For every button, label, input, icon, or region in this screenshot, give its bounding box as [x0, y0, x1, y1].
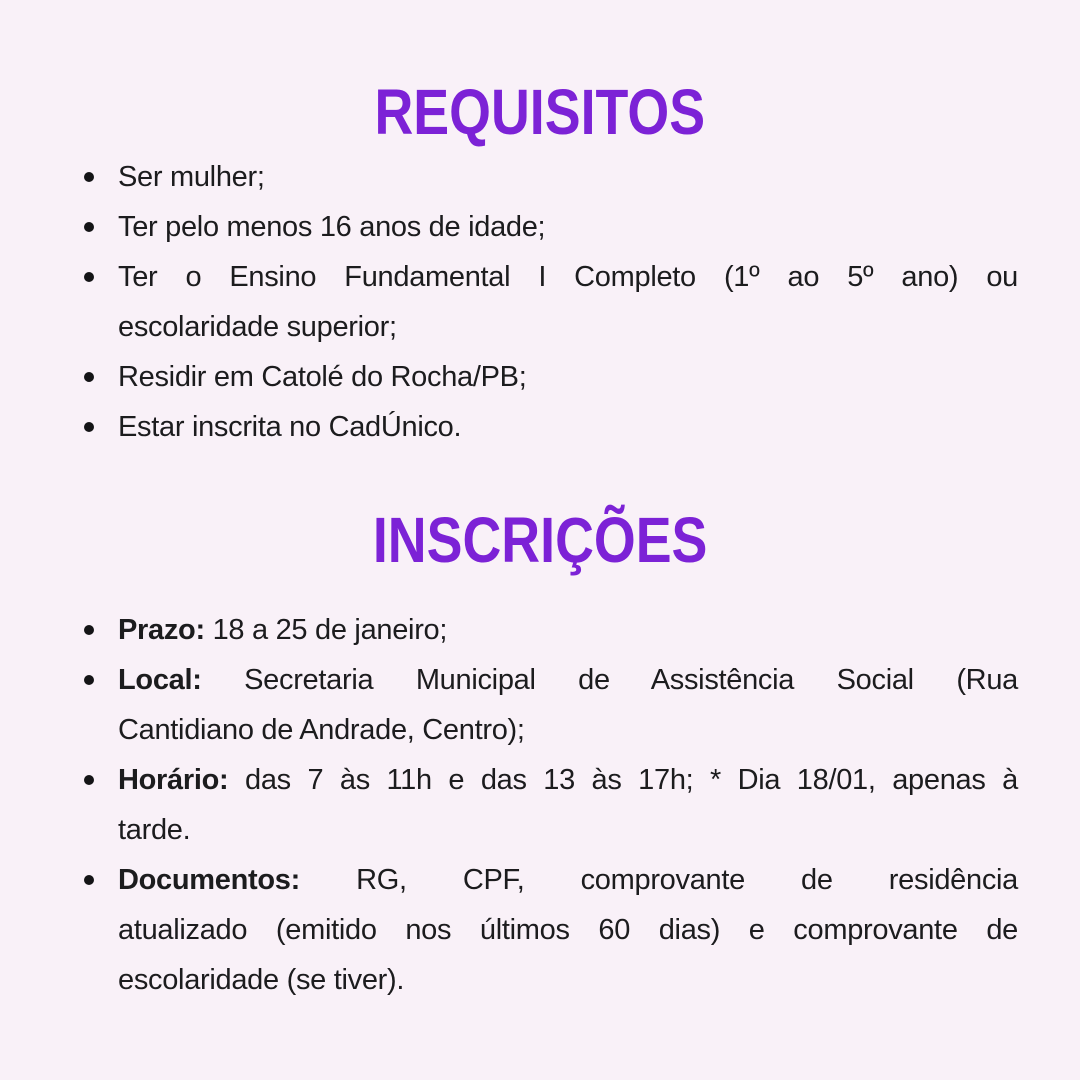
list-item [84, 655, 1018, 755]
item-line: Cantidiano de Andrade, Centro); [118, 714, 525, 746]
list-item [84, 855, 1018, 1005]
item-text [118, 655, 1018, 755]
item-line-text: das 7 às 11h e das 13 às 17h; * Dia 18/01, apenas à [228, 764, 1018, 796]
bullet-icon [84, 625, 94, 635]
bullet-icon [84, 372, 94, 382]
bullet-icon [84, 422, 94, 432]
item-label: Documentos: [118, 864, 300, 896]
item-line-text: Secretaria Municipal de Assistência Social (Rua [201, 664, 1018, 696]
item-line [118, 755, 1018, 805]
bullet-icon [84, 675, 94, 685]
item-line-text: RG, CPF, comprovante de residência [300, 864, 1018, 896]
item-text [118, 202, 1018, 252]
list-item [84, 252, 1018, 352]
item-line: atualizado (emitido nos últimos 60 dias) e comprovante de [118, 914, 1018, 946]
bullet-icon [84, 222, 94, 232]
item-text [118, 152, 1018, 202]
item-line-text: 18 a 25 de janeiro; [204, 614, 448, 646]
bullet-icon [84, 172, 94, 182]
item-label: Prazo: [118, 614, 205, 646]
section-title-inscricoes-text: INSCRIÇÕES [372, 504, 708, 576]
item-line: escolaridade superior; [118, 311, 397, 343]
inscricoes-list [84, 605, 1018, 1005]
item-line: escolaridade (se tiver). [118, 964, 405, 996]
list-item [84, 352, 1018, 402]
item-text [118, 252, 1018, 352]
item-line: Ser mulher; [118, 161, 265, 193]
requisitos-list [84, 152, 1018, 452]
bullet-icon [84, 875, 94, 885]
item-label: Horário: [118, 764, 229, 796]
section-title-requisitos [0, 76, 1080, 148]
item-line [118, 855, 1018, 905]
item-label: Local: [118, 664, 202, 696]
item-text [118, 402, 1018, 452]
section-title-requisitos-text: REQUISITOS [374, 76, 706, 148]
item-text [118, 855, 1018, 1005]
item-line: Ter pelo menos 16 anos de idade; [118, 211, 546, 243]
list-item [84, 152, 1018, 202]
item-line: tarde. [118, 814, 191, 846]
item-text [118, 755, 1018, 855]
list-item [84, 755, 1018, 855]
item-text [118, 352, 1018, 402]
item-line: Ter o Ensino Fundamental I Completo (1º ao 5º ano) ou [118, 261, 1018, 293]
item-line: Residir em Catolé do Rocha/PB; [118, 361, 527, 393]
item-text [118, 605, 1018, 655]
bullet-icon [84, 272, 94, 282]
list-item [84, 605, 1018, 655]
item-line: Estar inscrita no CadÚnico. [118, 411, 462, 443]
list-item [84, 202, 1018, 252]
item-line [118, 605, 1018, 655]
list-item [84, 402, 1018, 452]
bullet-icon [84, 775, 94, 785]
item-line [118, 655, 1018, 705]
section-title-inscricoes [0, 504, 1080, 576]
